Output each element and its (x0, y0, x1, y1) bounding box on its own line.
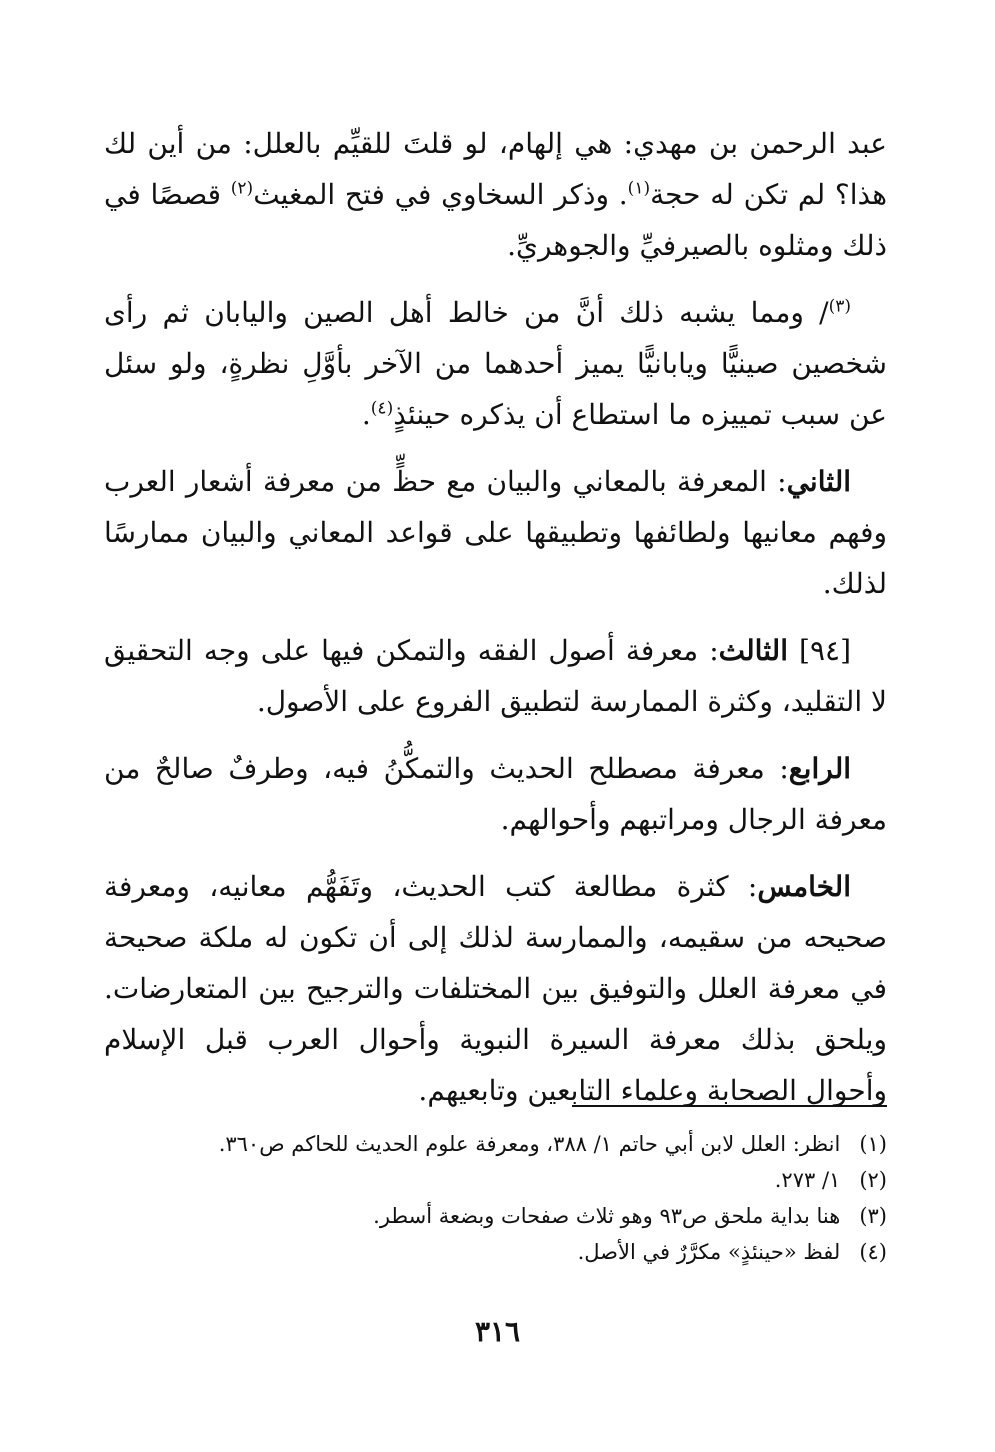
footnote-2 (104, 1162, 887, 1198)
footnote-text: هنا بداية ملحق ص٩٣ وهو ثلاث صفحات وبضعة أسطر. (373, 1204, 841, 1228)
footnote-number: (١) (859, 1132, 887, 1156)
footnote-ref-2: (٢) (230, 178, 254, 199)
footnote-number: (٢) (859, 1168, 887, 1192)
footnote-separator (572, 1105, 887, 1107)
footnote-number: (٤) (859, 1240, 887, 1264)
paragraph-6-lead: الخامس (757, 870, 851, 903)
footnote-ref-1: (١) (627, 178, 651, 199)
paragraph-6-text: : كثرة مطالعة كتب الحديث، وتَفَهُّم معانيه، ومعرفة صحيحه من سقيمه، والممارسة لذلك إلى أن تكون له ملكة صحيحة في معرفة العلل والتوفيق بين المختلفات والترجيح بين المتعارضات. ويلحق بذلك معرفة السيرة النبوية وأحوال العرب قبل الإسلام وأحوال الصحابة وعلماء التابعين وتابعيهم. (104, 870, 887, 1107)
paragraph-3-text: : المعرفة بالمعاني والبيان مع حظٍّ من معرفة أشعار العرب وفهم معانيها ولطائفها وتطبيقها على قواعد المعاني والبيان ممارسًا لذلك. (104, 465, 887, 600)
original-page-marker: [٩٤] (799, 634, 851, 667)
footnote-text: ١/ ٢٧٣. (774, 1168, 841, 1192)
footnote-text: انظر: العلل لابن أبي حاتم ١/ ٣٨٨، ومعرفة علوم الحديث للحاكم ص٣٦٠. (218, 1132, 841, 1156)
paragraph-2-text-a: / ومما يشبه ذلك أنَّ من خالط أهل الصين واليابان ثم رأى شخصين صينيًّا ويابانيًّا يميز أحدهما من الآخر بأوَّلِ نظرةٍ، ولو سئل عن سبب تمييزه ما استطاع أن يذكره حينئذٍ (104, 296, 887, 431)
paragraph-5 (104, 743, 887, 845)
paragraph-4-lead: الثالث (718, 634, 788, 667)
main-text (104, 118, 887, 1132)
footnote-4 (104, 1234, 887, 1270)
footnote-ref-3: (٣) (828, 296, 851, 317)
paragraph-1-text-b: . وذكر السخاوي في فتح المغيث (253, 178, 628, 211)
paragraph-4-text: : معرفة أصول الفقه والتمكن فيها على وجه التحقيق لا التقليد، وكثرة الممارسة لتطبيق الفروع على الأصول. (104, 634, 887, 718)
paragraph-2-text-b: . (361, 398, 371, 431)
paragraph-5-text: : معرفة مصطلح الحديث والتمكُّنُ فيه، وطرفٌ صالحٌ من معرفة الرجال ومراتبهم وأحوالهم. (104, 752, 887, 836)
footnote-1 (104, 1126, 887, 1162)
paragraph-2 (104, 287, 887, 440)
footnotes (104, 1126, 887, 1270)
paragraph-1 (104, 118, 887, 271)
paragraph-3-lead: الثاني (786, 465, 851, 498)
paragraph-1-text-c: قصصًا في ذلك ومثلوه بالصيرفيِّ والجوهريِّ. (104, 178, 887, 262)
footnote-ref-4: (٤) (370, 398, 394, 419)
footnote-number: (٣) (859, 1204, 887, 1228)
footnote-3 (104, 1198, 887, 1234)
paragraph-1-text-a: عبد الرحمن بن مهدي: هي إلهام، لو قلتَ للقيِّم بالعلل: من أين لك هذا؟ لم تكن له حجة (104, 127, 887, 211)
paragraph-5-lead: الرابع (788, 752, 851, 785)
paragraph-3 (104, 456, 887, 609)
paragraph-6 (104, 861, 887, 1116)
paragraph-4 (104, 625, 887, 727)
page-number: ٣١٦ (474, 1315, 521, 1348)
footnote-text: لفظ «حينئذٍ» مكرَّرٌ في الأصل. (577, 1240, 841, 1264)
